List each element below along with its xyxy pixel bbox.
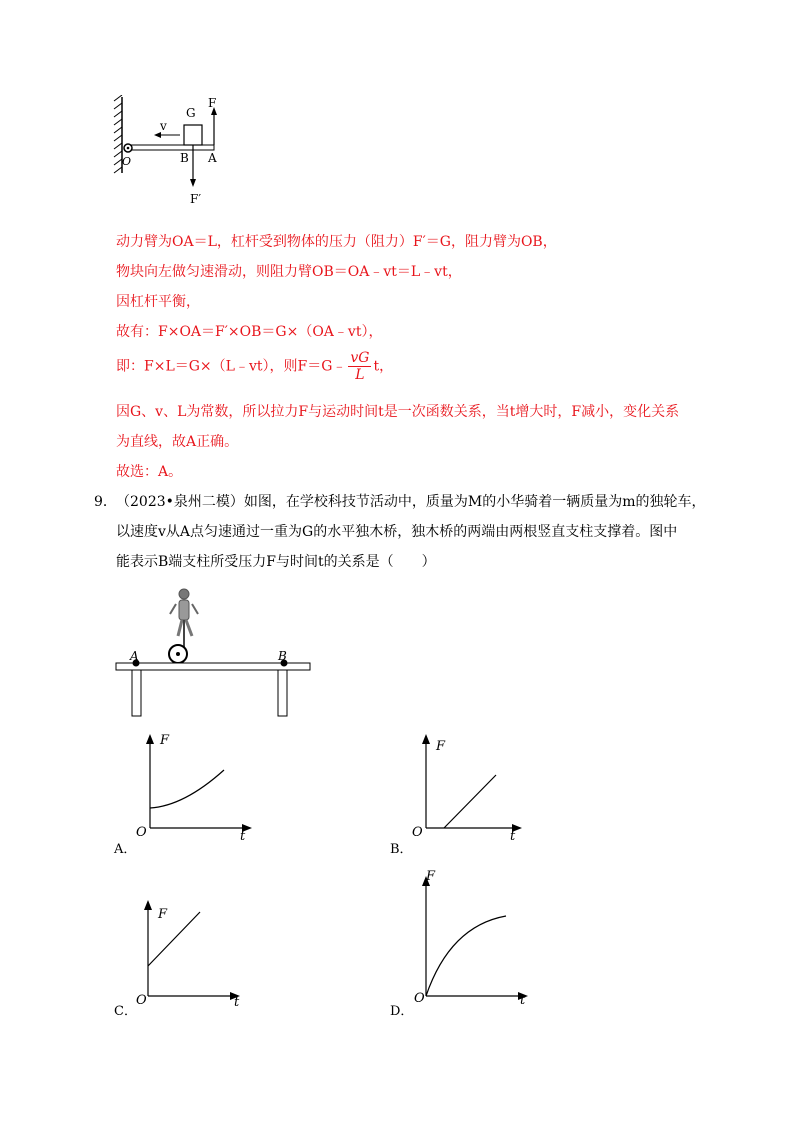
- solution-line-8: 故选：A。: [116, 464, 183, 480]
- lever-label-b: B: [180, 151, 189, 165]
- lever-figure: [108, 95, 248, 215]
- lever-label-g: G: [186, 106, 196, 120]
- lever-label-o: O: [122, 155, 132, 168]
- lever-label-f: F: [208, 96, 217, 110]
- option-b-label[interactable]: B．: [390, 842, 413, 857]
- option-a-y-label: F: [160, 733, 170, 748]
- solution-line-2: 物块向左做匀速滑动，则阻力臂OB＝OA﹣vt＝L﹣vt，: [116, 264, 462, 280]
- question-line-3: 能表示B端支柱所受压力F与时间t的关系是（ ）: [116, 554, 436, 570]
- option-b-y-label: F: [436, 739, 446, 754]
- lever-label-a: A: [208, 151, 217, 165]
- solution-line-7: 为直线，故A正确。: [116, 434, 239, 450]
- question-number: 9．: [94, 494, 117, 510]
- solution-line-5-pre: 即：F×L＝G×（L﹣vt），则F＝G﹣: [116, 358, 347, 375]
- option-b-x-label: t: [510, 829, 516, 840]
- option-d-x-label: t: [520, 993, 526, 1004]
- option-b-graph: [410, 732, 534, 840]
- option-a-label[interactable]: A．: [114, 842, 137, 857]
- question-line-1: （2023•泉州二模）如图，在学校科技节活动中，质量为M的小华骑着一辆质量为m的独轮车，: [116, 494, 706, 510]
- option-c-x-label: t: [234, 995, 240, 1006]
- option-a-x-label: t: [240, 829, 246, 840]
- solution-line-4: 故有：F×OA＝F′×OB＝G×（OA﹣vt），: [116, 324, 383, 340]
- solution-line-6: 因G、v、L为常数，所以拉力F与运动时间t是一次函数关系，当t增大时，F减小，变化关系: [116, 404, 680, 420]
- option-d-label[interactable]: D．: [390, 1004, 414, 1019]
- option-a-graph: [134, 732, 258, 840]
- solution-fraction: [348, 350, 371, 383]
- lever-label-fprime: F′: [190, 192, 202, 206]
- solution-line-3: 因杠杆平衡，: [116, 294, 200, 310]
- bridge-figure: [112, 584, 316, 720]
- question-line-2: 以速度v从A点匀速通过一重为G的水平独木桥，独木桥的两端由两根竖直支柱支撑着。图中: [116, 524, 678, 540]
- option-c-y-label: F: [158, 907, 168, 922]
- solution-line-5-post: t，: [373, 358, 394, 375]
- bridge-label-b: B: [278, 649, 287, 663]
- solution-line-5: [116, 350, 393, 383]
- solution-line-1: 动力臂为OA＝L，杠杆受到物体的压力（阻力）F′＝G，阻力臂为OB，: [116, 234, 557, 250]
- option-c-origin: O: [136, 993, 147, 1006]
- fraction-numerator: vG: [350, 350, 370, 366]
- option-c-graph: [134, 898, 258, 1006]
- unicycle-rider-illustration: [170, 589, 198, 652]
- lever-label-v: v: [160, 119, 167, 133]
- fraction-denominator: L: [355, 367, 365, 383]
- option-a-origin: O: [136, 825, 147, 840]
- option-d-y-label: F: [426, 869, 436, 884]
- option-d-origin: O: [414, 991, 425, 1004]
- option-c-label[interactable]: C．: [114, 1004, 137, 1019]
- bridge-label-a: A: [130, 649, 139, 663]
- option-d-graph: [410, 868, 536, 1004]
- option-b-origin: O: [412, 825, 423, 840]
